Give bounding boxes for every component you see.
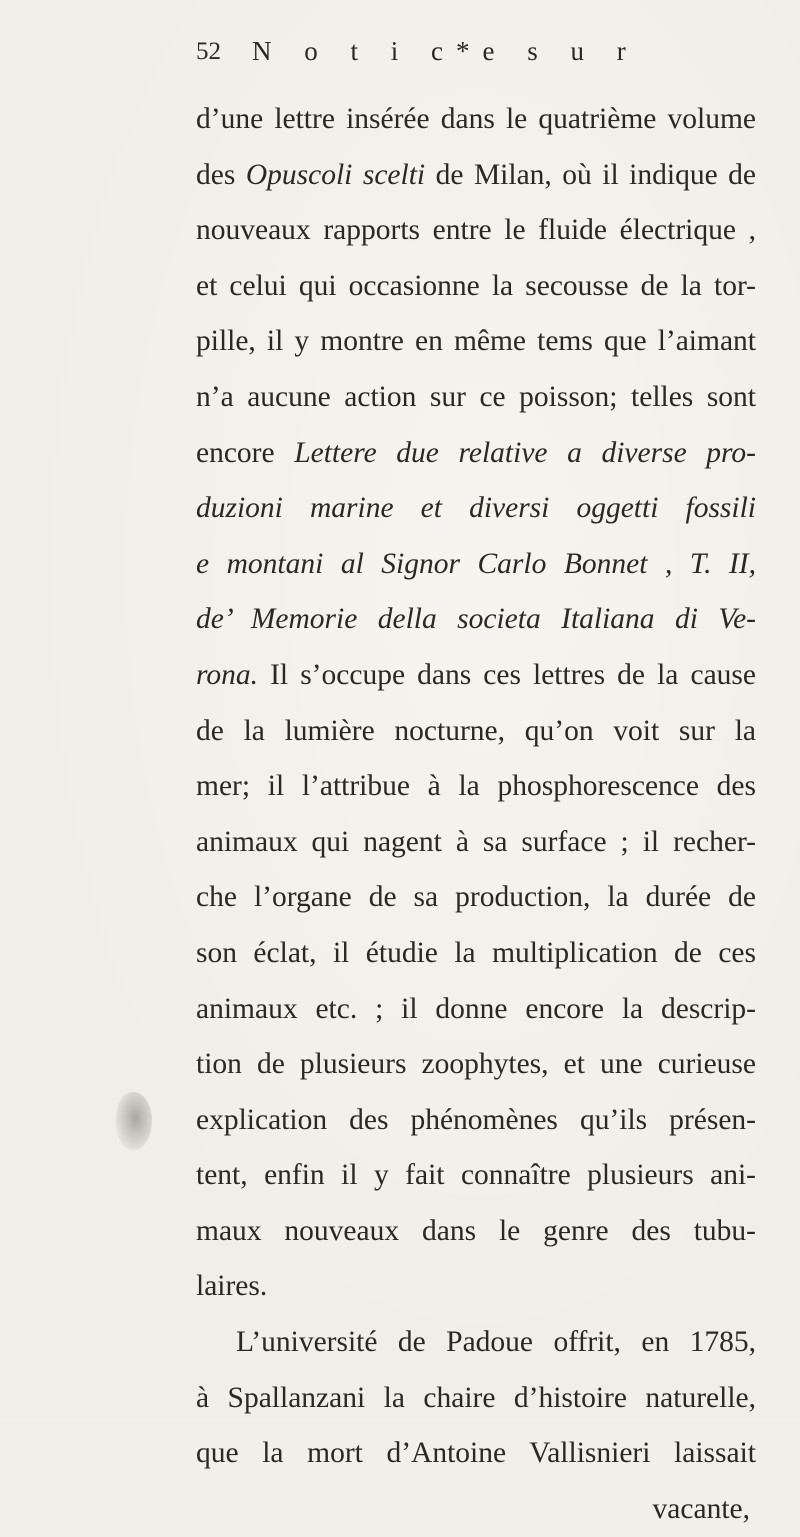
italic-title: Lettere due relative a diverse pro- [294,436,756,469]
text-segment: des [196,158,246,191]
running-head [196,38,730,78]
text-line-23: L’université de Padoue offrit, en 1785, [236,1326,756,1359]
text-line-6: n’a aucune action sur ce poisson; telles sont [196,380,756,413]
text-line-15: che l’organe de sa production, la durée de [196,881,756,914]
text-line-1: d’une lettre insérée dans le quatrième volume [196,103,756,135]
italic-title: Opuscoli scelti [245,158,426,191]
text-line-10: de’ Memorie della societa Italiana di Ve- [196,603,756,636]
text-line-16: son éclat, il étudie la multiplication de ces [196,936,756,969]
text-segment: de Milan, où il indique de [425,158,757,191]
body-text [196,92,756,1537]
text-line-18: tion de plusieurs zoophytes, et une curieuse [196,1048,756,1081]
text-segment: encore [196,436,295,469]
text-line-9: e montani al Signor Carlo Bonnet , T. II, [196,547,756,580]
text-line-25: que la mort d’Antoine Vallisnieri laissait [196,1437,756,1470]
page-stain [116,1092,152,1150]
text-line-14: animaux qui nagent à sa surface ; il recher- [196,825,756,858]
italic-title: rona. [196,658,259,691]
text-line-2 [196,148,756,204]
text-line-12: de la lumière nocturne, qu’on voit sur la [196,714,756,747]
text-line-5: pille, il y montre en même tems que l’aimant [196,325,756,358]
text-segment: Il s’occupe dans ces lettres de la cause [258,658,756,691]
catchword: vacante, [652,1492,750,1525]
text-line-24: à Spallanzani la chaire d’histoire naturelle, [196,1381,756,1414]
text-line-20: tent, enfin il y fait connaître plusieurs ani- [196,1159,756,1192]
text-line-17: animaux etc. ; il donne encore la descrip- [196,992,756,1025]
text-line-21: maux nouveaux dans le genre des tubu- [196,1214,756,1247]
text-line-7 [196,426,756,482]
text-line-4: et celui qui occasionne la secousse de la tor- [196,269,756,302]
running-title: N o t i c*e s u r [252,36,639,66]
text-line-19: explication des phénomènes qu’ils présen- [196,1103,756,1136]
text-line-3: nouveaux rapports entre le fluide électrique , [196,214,756,247]
text-line-11 [196,648,756,704]
text-line-8: duzioni marine et diversi oggetti fossili [196,492,756,525]
text-line-22: laires. [196,1270,268,1303]
page-number: 52 [196,38,221,65]
text-line-13: mer; il l’attribue à la phosphorescence des [196,770,756,803]
